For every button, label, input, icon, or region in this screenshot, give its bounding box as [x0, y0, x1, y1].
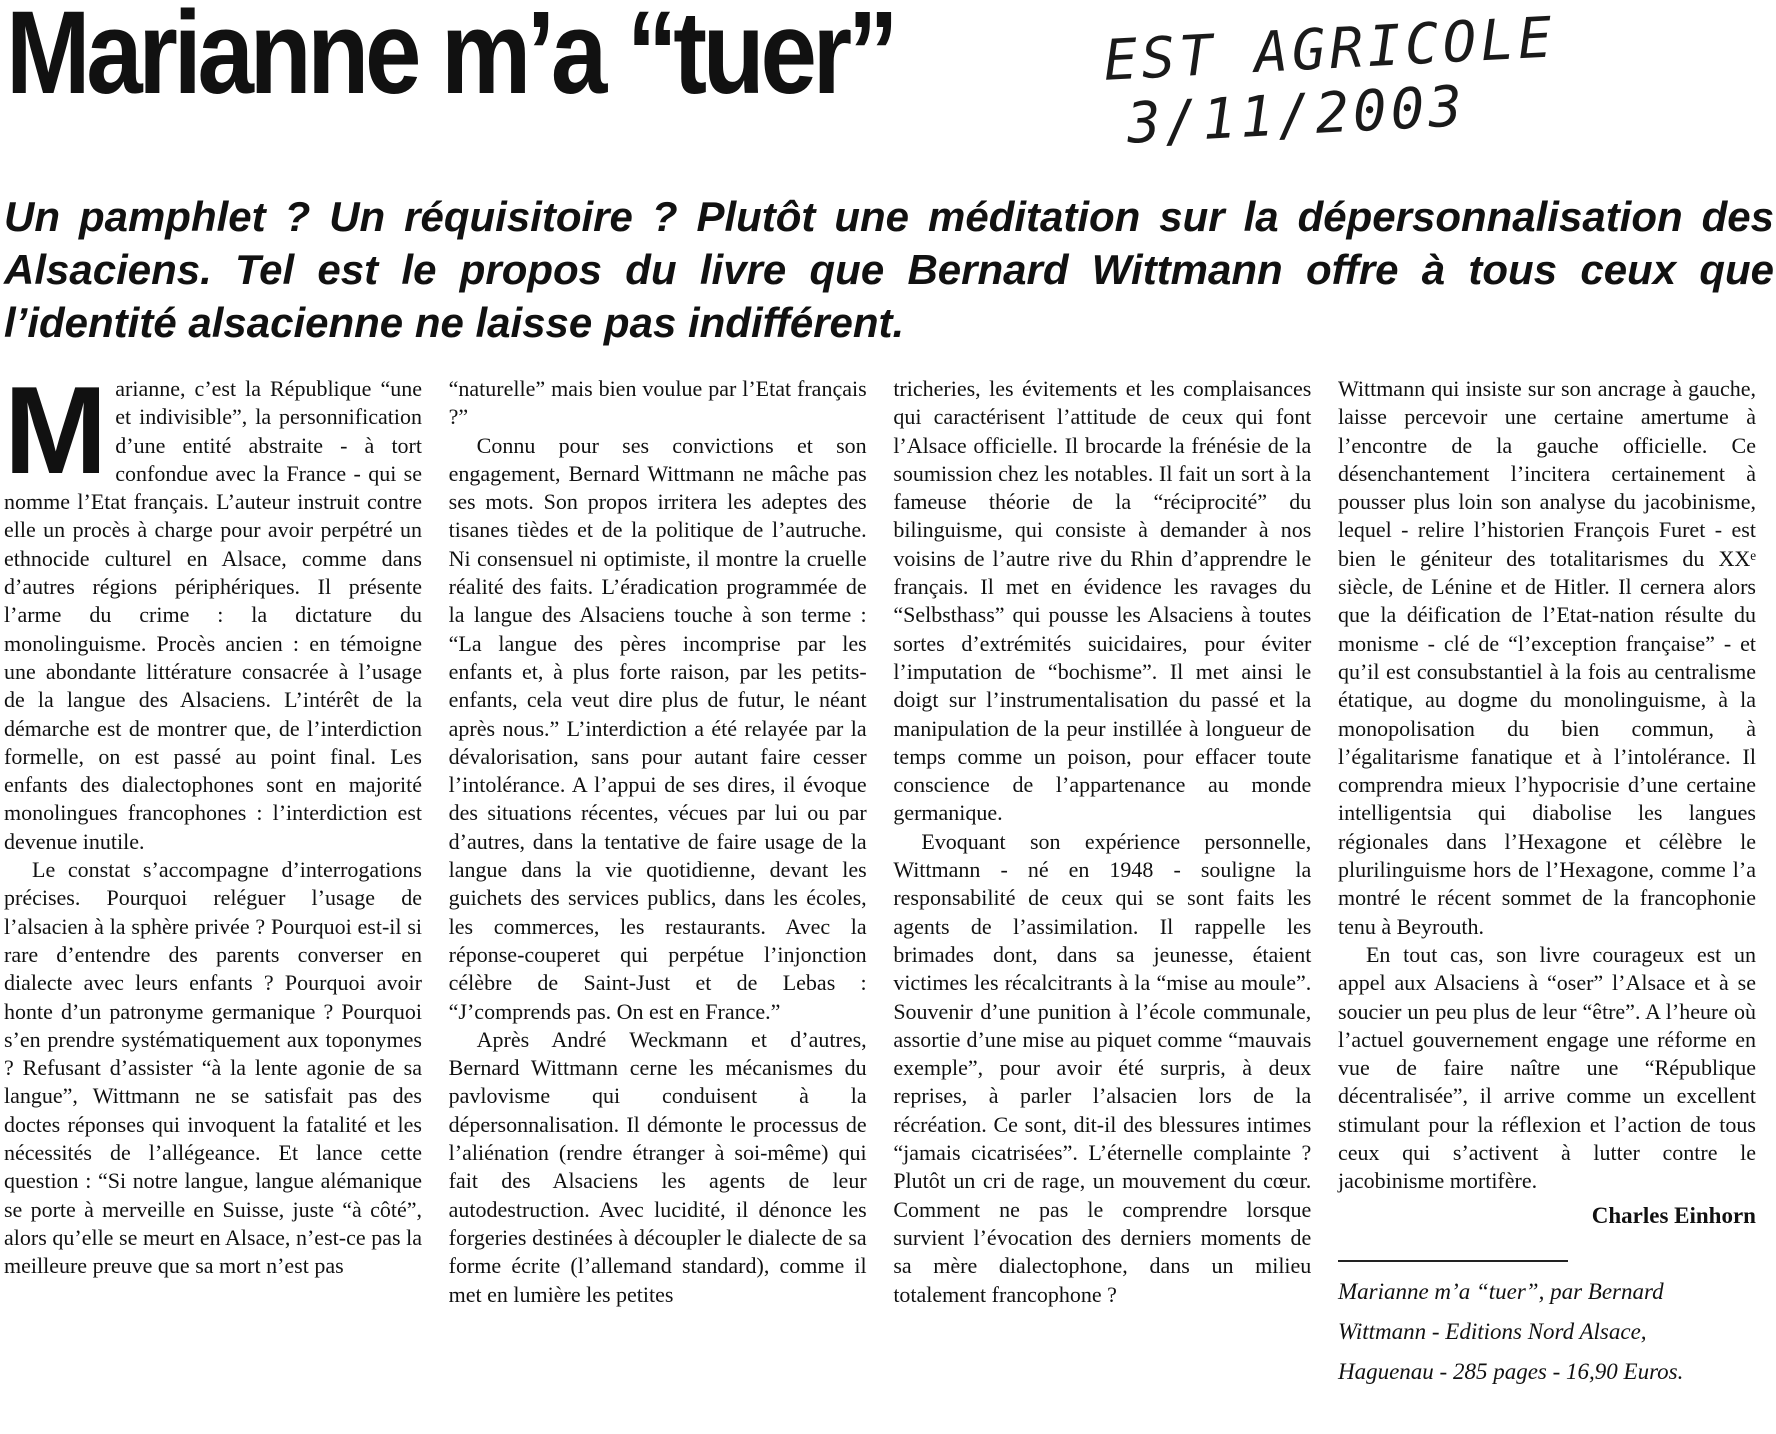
handwritten-date: 3/11/2003	[1125, 74, 1468, 157]
lead-paragraph: Un pamphlet ? Un réquisitoire ? Plutôt une méditation sur la dépersonnalisation des Alsaciens. Tel est le propos du livre que Bernard Wittmann offre à tous ceux que l’identité alsacienne ne laisse pas indifférent.	[4, 193, 1774, 346]
paragraph: Connu pour ses convictions et son engagement, Bernard Wittmann ne mâche pas ses mots. Son propos irritera les adeptes des tisanes tièdes et de la politique de l’autruche. Ni consensuel ni optimiste, il montre la cruelle réalité des faits. L’éradication programmée de la langue des Alsaciens touche à son terme : “La langue des pères incomprise par les enfants et, à plus forte raison, par les petits-enfants, cela veut dire plus de futur, le néant après nous.” L’interdiction a été relayée par la dévalorisation, sans pour autant faire cesser l’intolérance. A l’appui de ses dires, il évoque des situations récentes, vécues par lui ou par d’autres, dans la tentative de faire usage de la langue dans la vie quotidienne, devant les guichets des services publics, dans les écoles, les commerces, les restaurants. Avec la réponse-couperet qui perpétue l’injonction célèbre de Saint-Just et de Lebas : “J’comprends pas. On est en France.”	[448, 432, 867, 1024]
paragraph: tricheries, les évitements et les complaisances qui caractérisent l’attitude de ceux qui font l’Alsace officielle. Il brocarde la frénésie de la soumission chez les notables. Il fait un sort à la fameuse théorie de la “réciprocité” du bilinguisme, qui consiste à demander à nos voisins de l’autre rive du Rhin d’apprendre le français. Il met en évidence les ravages du “Selbsthass” qui pousse les Alsaciens à toutes sortes d’extrémités suicidaires, pour éviter l’imputation de “bochisme”. Il met ainsi le doigt sur l’instrumentalisation du passé et la manipulation de la peur instillée à longueur de temps comme un poison, pour effacer toute conscience de l’appartenance au monde germanique.	[893, 376, 1312, 826]
divider	[1338, 1260, 1568, 1262]
column-4	[1338, 375, 1756, 1425]
paragraph: En tout cas, son livre courageux est un appel aux Alsaciens à “oser” l’Alsace et à se soucier un peu plus de leur “être”. A l’heure où l’actuel gouvernement engage une réforme en vue de faire naître une “République décentralisée”, il arrive comme un excellent stimulant pour la réflexion et l’action de tous ceux qui s’activent à lutter contre le jacobinisme mortifère.	[1337, 941, 1756, 1194]
drop-cap: M	[4, 362, 108, 500]
paragraph: “naturelle” mais bien voulue par l’Etat français ?”	[448, 376, 867, 430]
author-signature: Charles Einhorn	[1591, 1202, 1756, 1228]
book-reference	[1338, 1272, 1756, 1392]
book-reference-line: Haguenau - 285 pages - 16,90 Euros.	[1337, 1358, 1684, 1384]
headline: Marianne m’a “tuer”	[6, 0, 895, 119]
paragraph	[4, 362, 422, 856]
article-body	[4, 362, 1756, 1425]
handwritten-annotation	[1102, 6, 1561, 158]
paragraph: Le constat s’accompagne d’interrogations précises. Pourquoi reléguer l’usage de l’alsacien à la sphère privée ? Pourquoi est-il si rare d’entendre des parents converser en dialecte avec leurs enfants ? Pourquoi avoir honte d’un patronyme germanique ? Pourquoi s’en prendre systématiquement aux toponymes ? Refusant d’assister “à la lente agonie de sa langue”, Wittmann ne se satisfait pas des doctes réponses qui invoquent la fatalité et les nécessités de l’allégeance. Et lance cette question : “Si notre langue, langue alémanique se porte à merveille en Suisse, juste “à côté”, alors qu’elle se meurt en Alsace, n’est-ce pas la meilleure preuve que sa mort n’est pas	[4, 857, 422, 1279]
paragraph: Après André Weckmann et d’autres, Bernard Wittmann cerne les mécanismes du pavlovisme qui conduisent à la dépersonnalisation. Il démonte le processus de l’aliénation (rendre étranger à soi-même) qui fait des Alsaciens les agents de leur autodestruction. Avec lucidité, il dénonce les forgeries destinées à découpler le dialecte de sa forme écrite (l’allemand standard), comme il met en lumière les petites	[448, 1026, 867, 1307]
column-2	[449, 375, 867, 1425]
paragraph: Wittmann qui insiste sur son ancrage à gauche, laisse percevoir une certaine amertume à l’encontre de la gauche officielle. Ce désenchantement l’incitera certainement à pousser plus loin son analyse du jacobinisme, lequel - relire l’historien François Furet - est bien le géniteur des totalitarismes du XXᵉ siècle, de Lénine et de Hitler. Il cernera alors que la déification de l’Etat-nation résulte du monisme - clé de “l’exception française” - et qu’il est consubstantiel à la fois au centralisme étatique, au dogme du monolinguisme, à la monopolisation du bien commun, à l’égalitarisme fanatique et à l’intolérance. Il comprendra mieux l’hypocrisie d’une certaine intelligentsia qui diabolise les langues régionales dans l’Hexagone et célèbre le plurilinguisme hors de l’Hexagone, comme l’a montré le récent sommet de la francophonie tenu à Beyrouth.	[1337, 376, 1756, 939]
column-1	[4, 362, 422, 1425]
book-reference-line: Wittmann - Editions Nord Alsace,	[1337, 1318, 1647, 1344]
column-3	[893, 375, 1311, 1425]
handwritten-source: EST AGRICOLE	[1101, 5, 1558, 94]
book-reference-line: Marianne m’a “tuer”, par Bernard	[1337, 1278, 1664, 1304]
paragraph-text: arianne, c’est la République “une et indivisible”, la personnification d’une entité abstraite - à tort confondue avec la France - qui se nomme l’Etat français. L’auteur instruit contre elle un procès à charge pour avoir perpétré un ethnocide culturel en Alsace, comme dans d’autres régions périphériques. Il présente l’arme du crime : la dictature du monolinguisme. Procès ancien : en témoigne une abondante littérature consacrée à l’usage de la langue des Alsaciens. L’intérêt de la démarche est de montrer que, de l’interdiction formelle, on est passé au point final. Les enfants des dialectophones sont en majorité monolingues francophones : l’interdiction est devenue inutile.	[4, 376, 422, 854]
paragraph: Evoquant son expérience personnelle, Wittmann - né en 1948 - souligne la responsabilité de ceux qui se sont faits les agents de l’assimilation. Il rappelle les brimades dont, dans sa jeunesse, étaient victimes les récalcitrants à la “mise au moule”. Souvenir d’une punition à l’école communale, assortie d’une mise au piquet comme “mauvais exemple”, pour avoir été surpris, à deux reprises, à parler l’alsacien lors de la récréation. Ce sont, dit-il des blessures intimes “jamais cicatrisées”. L’éternelle complainte ? Plutôt un cri de rage, un mouvement du cœur. Comment ne pas le comprendre lorsque survient l’évocation des derniers moments de sa mère dialectophone, dans un milieu totalement francophone ?	[893, 828, 1312, 1307]
